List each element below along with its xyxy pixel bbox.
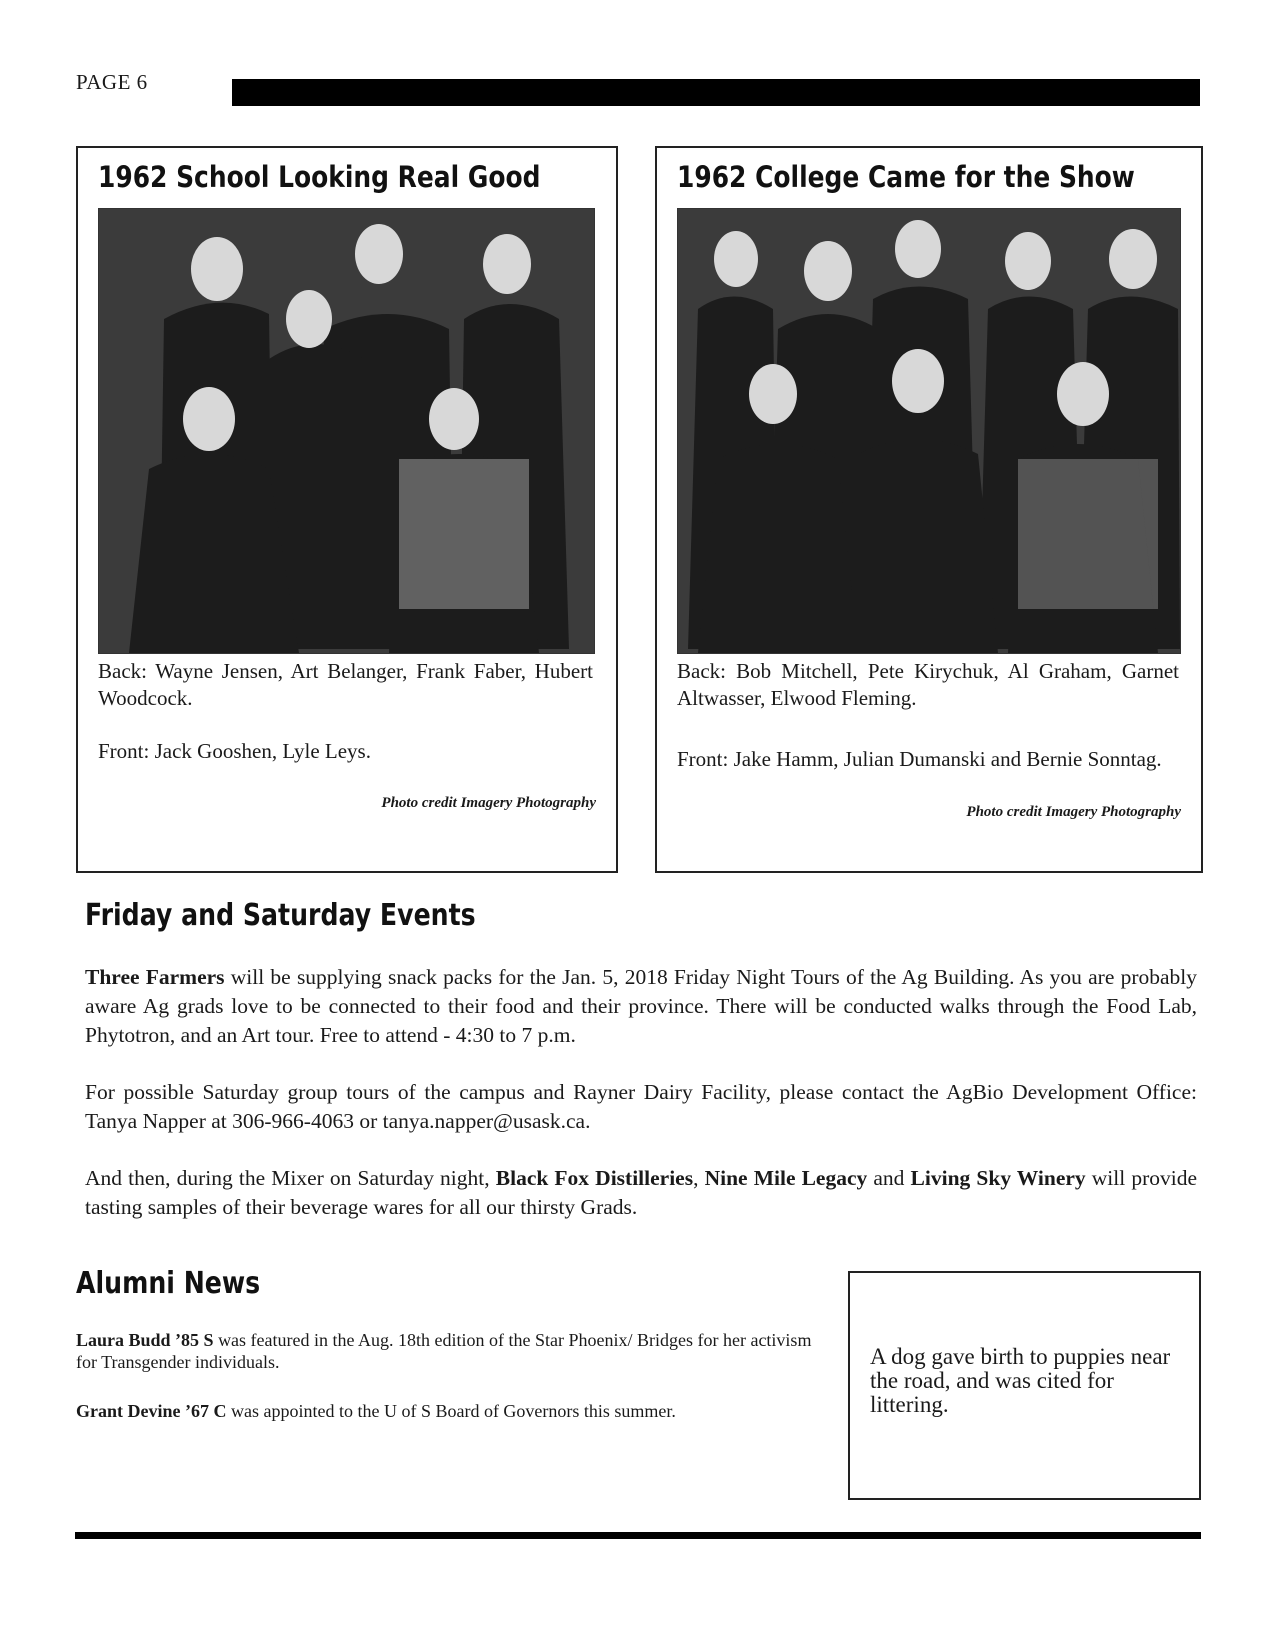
header-bar (232, 79, 1200, 106)
sponsor-name: Nine Mile Legacy (704, 1166, 868, 1190)
alumni-item (76, 1400, 816, 1422)
photo-silhouettes (678, 209, 1180, 653)
events-paragraph-1 (85, 963, 1197, 1050)
events-paragraph-3 (85, 1164, 1197, 1222)
alumni-heading: Alumni News (76, 1266, 261, 1301)
alumni-name: Laura Budd ’85 S (76, 1330, 214, 1350)
events-paragraph-2: For possible Saturday group tours of the campus and Rayner Dairy Facility, please contact the AgBio Development Office: Tanya Napper at 306-966-4063 or tanya.napper@usask.ca. (85, 1080, 1197, 1133)
page-number: PAGE 6 (76, 70, 148, 94)
photo-credit: Photo credit Imagery Photography (381, 795, 596, 811)
group-portrait-photo (98, 208, 595, 654)
alumni-name: Grant Devine ’67 C (76, 1401, 227, 1421)
paragraph-text: , (693, 1166, 705, 1190)
joke-text: A dog gave birth to puppies near the road, and was cited for littering. (870, 1344, 1171, 1417)
events-heading: Friday and Saturday Events (85, 898, 476, 933)
sponsor-name: Living Sky Winery (910, 1166, 1086, 1190)
paragraph-text: And then, during the Mixer on Saturday night, (85, 1166, 496, 1190)
group-portrait-photo (677, 208, 1181, 654)
footer-rule (75, 1532, 1201, 1539)
school-1962-panel (76, 146, 618, 873)
caption-back: Back: Bob Mitchell, Pete Kirychuk, Al Graham, Garnet Altwasser, Elwood Fleming. (677, 659, 1179, 710)
caption-front: Front: Jake Hamm, Julian Dumanski and Bernie Sonntag. (677, 747, 1162, 771)
paragraph-text: will provide tasting samples of their beverage wares for all our thirsty Grads. (85, 1166, 1198, 1219)
sponsor-name: Black Fox Distilleries (495, 1166, 694, 1190)
sponsor-name: Three Farmers (85, 965, 225, 989)
caption-back: Back: Wayne Jensen, Art Belanger, Frank Faber, Hubert Woodcock. (98, 659, 593, 710)
panel-title: 1962 School Looking Real Good (98, 160, 541, 194)
joke-box (848, 1271, 1201, 1500)
alumni-text: was appointed to the U of S Board of Governors this summer. (226, 1401, 676, 1421)
panel-title: 1962 College Came for the Show (677, 160, 1135, 194)
alumni-text: was featured in the Aug. 18th edition of the Star Phoenix/ Bridges for her activism for Transgender individuals. (76, 1330, 812, 1372)
paragraph-text: and (867, 1166, 911, 1190)
caption-front: Front: Jack Gooshen, Lyle Leys. (98, 739, 371, 763)
photo-credit: Photo credit Imagery Photography (966, 804, 1181, 820)
college-1962-panel (655, 146, 1203, 873)
paragraph-text: will be supplying snack packs for the Jan. 5, 2018 Friday Night Tours of the Ag Building. As you are probably aware Ag grads love to be connected to their food and their province. There will be conducted walks through the Food Lab, Phytotron, and an Art tour. Free to attend - 4:30 to 7 p.m. (85, 965, 1197, 1047)
photo-silhouettes (99, 209, 594, 653)
alumni-item (76, 1329, 816, 1373)
